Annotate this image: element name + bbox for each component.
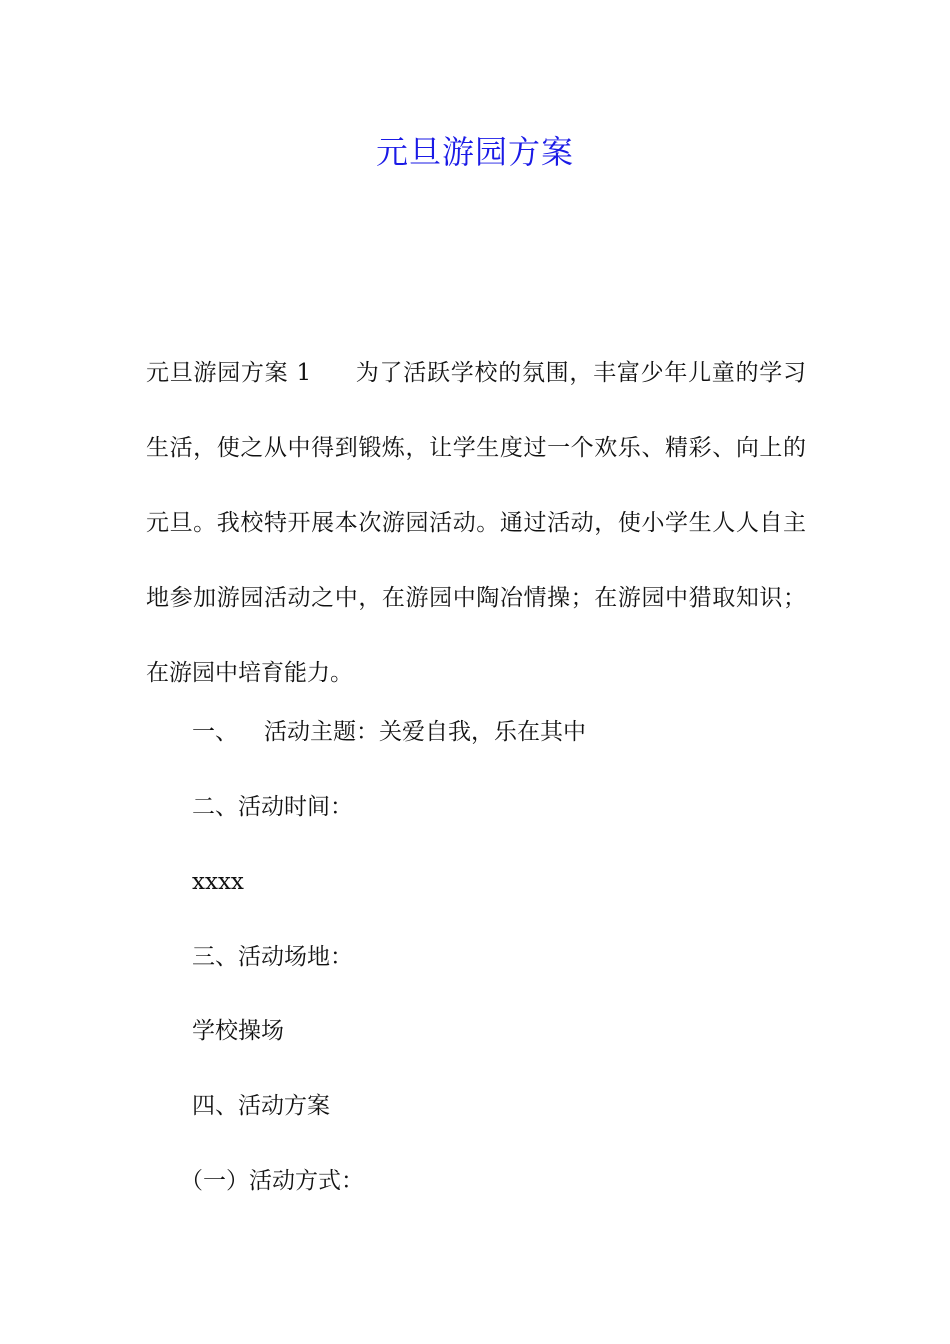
section-3-heading: 三、活动场地： bbox=[192, 944, 353, 970]
section-1-marker: 一、 bbox=[192, 719, 238, 745]
section-2-value: xxxx bbox=[192, 869, 244, 895]
intro-text: 为了活跃学校的氛围，丰富少年儿童的学习生活，使之从中得到锻炼，让学生度过一个欢乐、精彩、向上的元旦。我校特开展本次游园活动。通过活动，使小学生人人自主地参加游园活动之中，在游园中陶冶情操；在游园中猎取知识；在游园中培育能力。 bbox=[146, 360, 806, 686]
section-1-heading bbox=[192, 712, 586, 752]
section-2-heading: 二、活动时间： bbox=[192, 794, 353, 820]
document-title: 元旦游园方案 bbox=[375, 133, 574, 171]
section-3-value: 学校操场 bbox=[192, 1018, 284, 1044]
section-1-text: 活动主题：关爱自我，乐在其中 bbox=[264, 719, 586, 745]
section-4-heading: 四、活动方案 bbox=[192, 1093, 330, 1119]
intro-paragraph bbox=[146, 336, 806, 711]
intro-label: 元旦游园方案 1 bbox=[146, 360, 312, 386]
subsection-1-heading: （一）活动方式： bbox=[180, 1168, 364, 1194]
